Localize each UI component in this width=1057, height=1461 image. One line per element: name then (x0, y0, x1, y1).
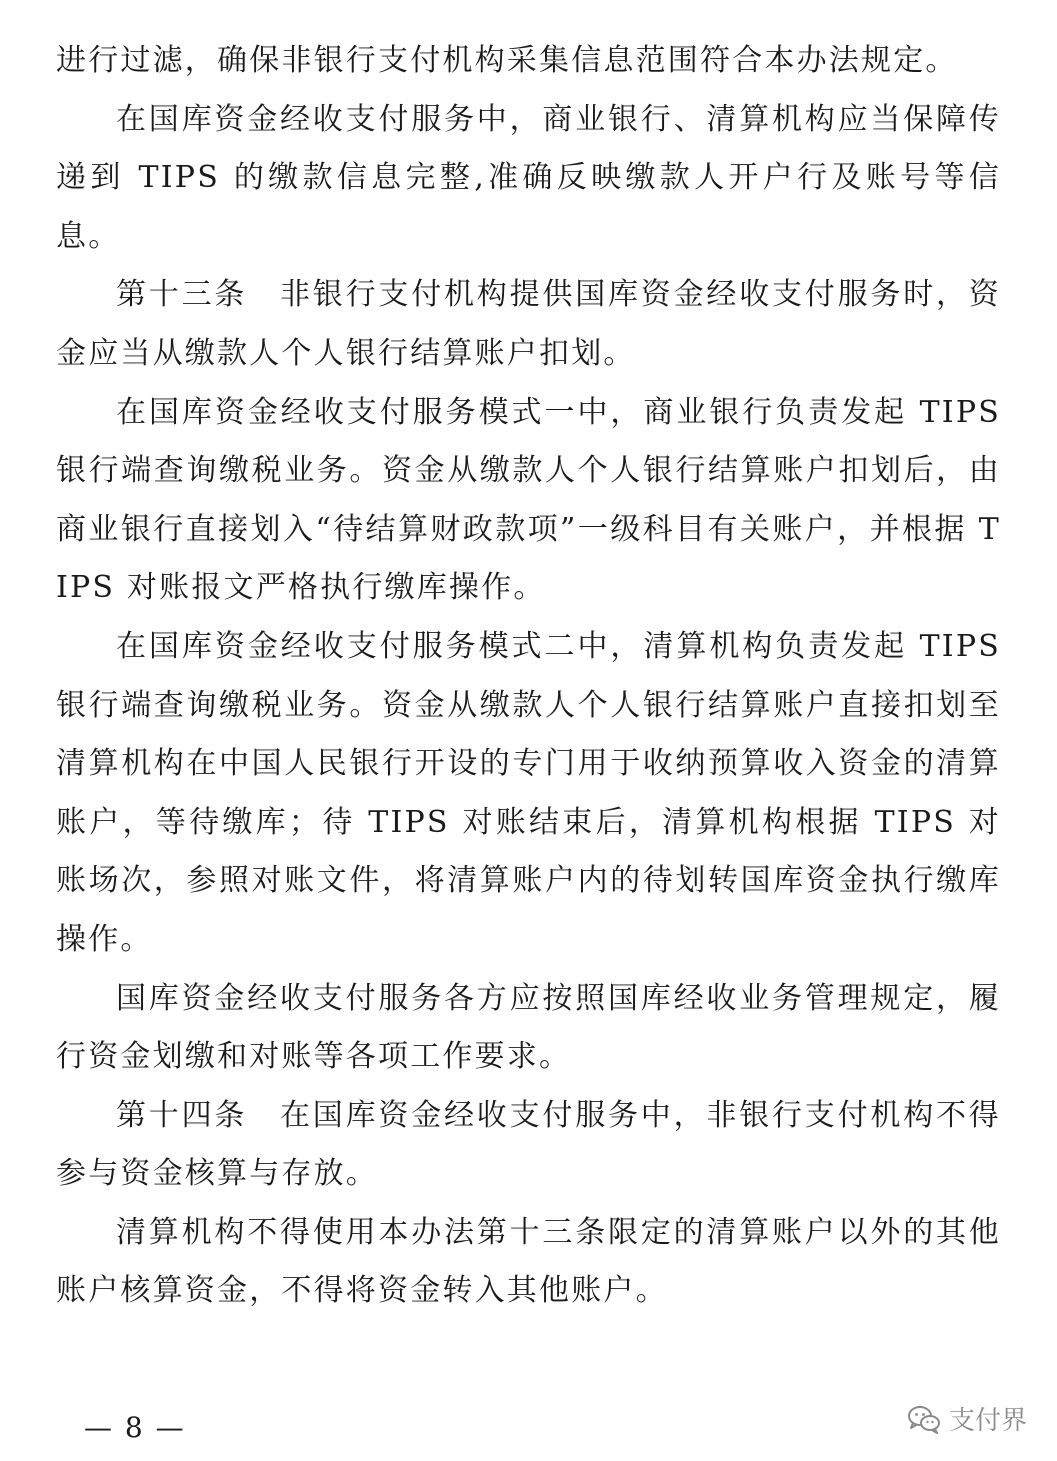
document-body (56, 32, 1001, 1321)
paragraph-clearing-accounts: 清算机构不得使用本办法第十三条限定的清算账户以外的其他账户核算资金，不得将资金转入其他账户。 (56, 1214, 1001, 1309)
article-13: 第十三条 非银行支付机构提供国库资金经收支付服务时，资金应当从缴款人个人银行结算账户扣划。 (56, 277, 1001, 371)
page-number: — 8 — (84, 1411, 186, 1444)
article-14: 第十四条 在国库资金经收支付服务中，非银行支付机构不得参与资金核算与存放。 (56, 1097, 1001, 1192)
paragraph-tips-info: 在国库资金经收支付服务中，商业银行、清算机构应当保障传递到 TIPS 的缴款信息完整,准确反映缴款人开户行及账号等信息。 (56, 101, 1001, 254)
paragraph-mode-two: 在国库资金经收支付服务模式二中，清算机构负责发起 TIPS 银行端查询缴税业务。资金从缴款人个人银行结算账户直接扣划至清算机构在中国人民银行开设的专门用于收纳预算收入资金的清算账户，等待缴库；待 TIPS 对账结束后，清算机构根据 TIPS 对账场次，参照对账文件，将清算账户内的待划转国库资金执行缴库操作。 (56, 628, 1001, 957)
paragraph-mode-one: 在国库资金经收支付服务模式一中，商业银行负责发起 TIPS 银行端查询缴税业务。资金从缴款人个人银行结算账户扣划后，由商业银行直接划入“待结算财政款项”一级科目有关账户，并根据 TIPS 对账报文严格执行缴库操作。 (56, 394, 1001, 606)
watermark (907, 1400, 1027, 1437)
watermark-text: 支付界 (948, 1406, 1027, 1436)
wechat-icon (907, 1404, 941, 1434)
paragraph-continuation: 进行过滤，确保非银行支付机构采集信息范围符合本办法规定。 (56, 43, 958, 78)
paragraph-obligations: 国库资金经收支付服务各方应按照国库经收业务管理规定，履行资金划缴和对账等各项工作要求。 (56, 980, 1001, 1075)
